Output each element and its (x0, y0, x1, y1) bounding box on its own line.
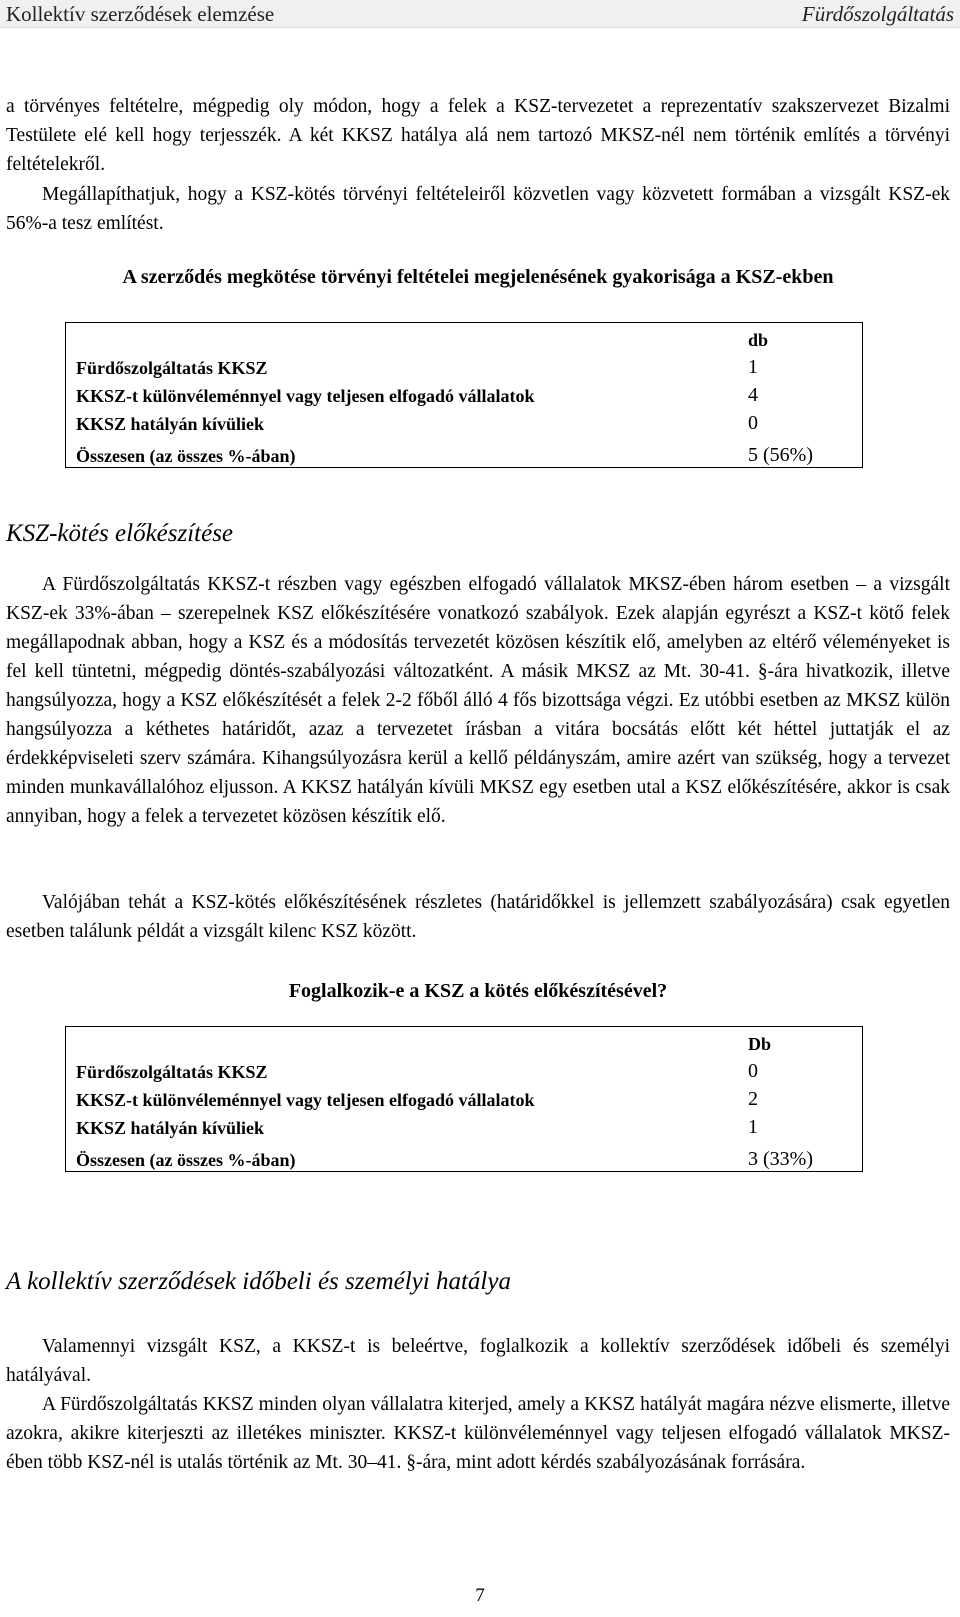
row-value: 0 (748, 1060, 758, 1082)
table2-unit: Db (748, 1034, 772, 1054)
row-label: Fürdőszolgáltatás KKSZ (76, 358, 268, 378)
paragraph-intro: a törvényes feltételre, mégpedig oly módon, hogy a felek a KSZ-tervezetet a reprezentatív szakszervezet Bizalmi Testülete elé kell hogy terjesszék. A két KKSZ hatálya alá nem tartozó MKSZ-nél nem történik említés a törvényi feltételekről. (6, 96, 950, 175)
page-number: 7 (475, 1585, 485, 1606)
row-label: Összesen (az összes %-ában) (76, 1150, 296, 1170)
row-label: KKSZ-t különvéleménnyel vagy teljesen elfogadó vállalatok (76, 386, 535, 406)
row-label: KKSZ hatályán kívüliek (76, 414, 265, 434)
table-row (66, 435, 863, 468)
row-value: 5 (56%) (748, 444, 813, 466)
header-title: Kollektív szerződések elemzése (6, 2, 275, 26)
table-row (66, 1055, 863, 1083)
row-value: 1 (748, 1116, 758, 1138)
row-value: 2 (748, 1088, 758, 1110)
row-value: 3 (33%) (748, 1148, 813, 1170)
row-value: 0 (748, 412, 758, 434)
table2-caption: Foglalkozik-e a KSZ a kötés előkészítésével? (288, 980, 668, 1002)
paragraph-preparation: A Fürdőszolgáltatás KKSZ-t részben vagy egészben elfogadó vállalatok MKSZ-ében három esetben – a vizsgált KSZ-ek 33%-ában – szerepelnek KSZ előkészítésére vonatkozó szabályok. Ezek alapján egyrészt a KSZ-t kötő felek megállapodnak abban, hogy a KSZ és a módosítás tervezetét közösen készítik elő, amelyben az eltérő véleményeket is fel kell tüntetni, mégpedig döntés-szabályozási változatként. A másik MKSZ az Mt. 30-41. §-ára hivatkozik, illetve hangsúlyozza, hogy a KSZ előkészítését a felek 2-2 főből álló 4 fős bizottsága végzi. Ez utóbbi esetben az MKSZ külön hangsúlyozza a kéthetes határidőt, azaz a tervezetet írásban a vitára bocsátás előtt két héttel juttatják el az érdekképviseleti szerv számára. Kihangsúlyozásra kerül a kellő példányszám, amire azért van szükség, hogy a tervezet minden munkavállalóhoz eljusson. A KKSZ hatályán kívüli MKSZ egy esetben utal a KSZ előkészítésére, akkor is csak annyiban, hogy a felek a tervezetet közösen készítik elő. (6, 574, 950, 827)
table-row (66, 351, 863, 379)
section-title-preparation: KSZ-kötés előkészítése (6, 520, 234, 547)
table-row (66, 1083, 863, 1111)
row-label: Fürdőszolgáltatás KKSZ (76, 1062, 268, 1082)
row-label: KKSZ-t különvéleménnyel vagy teljesen elfogadó vállalatok (76, 1090, 535, 1110)
row-value: 4 (748, 384, 758, 406)
table-header-row (66, 1027, 863, 1056)
table1 (65, 322, 863, 468)
table-row (66, 379, 863, 407)
paragraph-preparation-summary: Valójában tehát a KSZ-kötés előkészítésének részletes (határidőkkel is jellemzett szabályozására) csak egyetlen esetben találunk példát a vizsgált kilenc KSZ között. (6, 892, 950, 942)
table1-caption: A szerződés megkötése törvényi feltételei megjelenésének gyakorisága a KSZ-ekben (122, 266, 834, 288)
paragraph-conclusion: Megállapíthatjuk, hogy a KSZ-kötés törvényi feltételeiről közvetlen vagy közvetett formában a vizsgált KSZ-ek 56%-a tesz említést. (6, 184, 950, 234)
row-value: 1 (748, 356, 758, 378)
paragraph-scope-detail: A Fürdőszolgáltatás KKSZ minden olyan vállalatra kiterjed, amely a KKSZ hatályát magára nézve elismerte, illetve azokra, akikre kiterjeszti az illetékes miniszter. KKSZ-t különvéleménnyel vagy teljesen elfogadó vállalatok MKSZ-ében több KSZ-nél is utalás történik az Mt. 30–41. §-ára, mint adott kérdés szabályozásának forrására. (6, 1394, 950, 1473)
table-row (66, 1139, 863, 1172)
table-row (66, 407, 863, 435)
paragraph-scope-intro: Valamennyi vizsgált KSZ, a KKSZ-t is beleértve, foglalkozik a kollektív szerződések időbeli és személyi hatályával. (6, 1336, 950, 1386)
table1-unit: db (748, 330, 769, 350)
table-header-row (66, 323, 863, 352)
row-label: Összesen (az összes %-ában) (76, 446, 296, 466)
section-title-scope: A kollektív szerződések időbeli és személyi hatálya (6, 1268, 511, 1295)
table-row (66, 1111, 863, 1139)
table2 (65, 1026, 863, 1172)
row-label: KKSZ hatályán kívüliek (76, 1118, 265, 1138)
page-header (0, 0, 960, 28)
header-section: Fürdőszolgáltatás (801, 2, 954, 26)
